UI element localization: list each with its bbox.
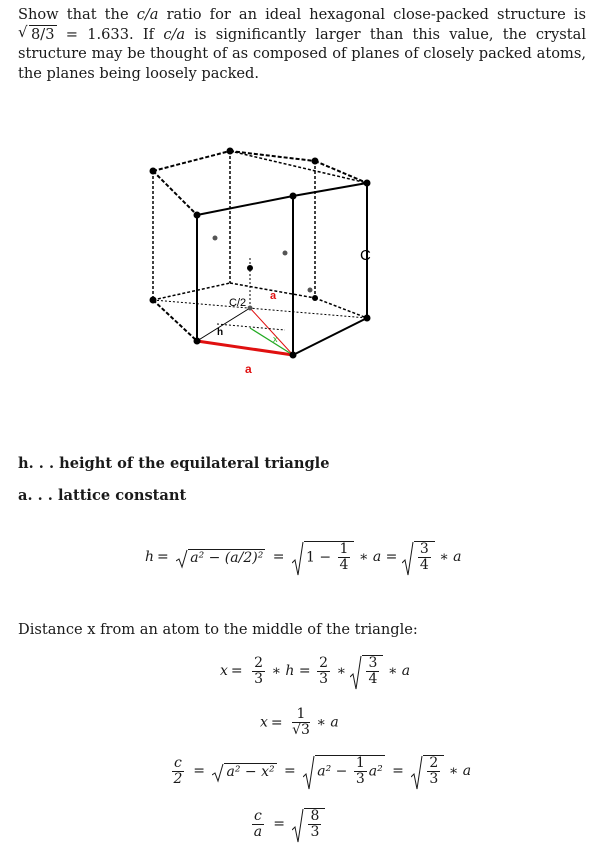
sqrt-8-3: √ 8/3 — [18, 22, 55, 43]
label-c-half: C/2 — [229, 297, 247, 309]
label-h: h — [217, 327, 224, 338]
equation-c-half: $\frac{c}{2}$ = a² − x² = a² − $\frac{1}{3}$ a² = $\frac{2}{3}$ ∗ a — [173, 754, 472, 787]
definition-a: a. . . lattice constant — [18, 487, 187, 504]
distance-text: Distance x from an atom to the middle of the triangle: — [18, 621, 418, 638]
definition-h: h. . . height of the equilateral triangle — [18, 455, 330, 472]
equation-h: h = a² − (a/2)² = 1 − $\frac{1}{4}$ ∗ a = $\frac{3}{4}$ ∗ a — [145, 541, 462, 573]
hcp-unit-cell-figure — [135, 138, 395, 383]
equation-x: x = $\frac{2}{3}$ ∗ h = $\frac{2}{3}$ ∗ $\frac{3}{4}$ ∗ a — [220, 654, 411, 687]
label-c: C — [360, 247, 371, 264]
label-x: x — [273, 334, 278, 344]
label-a-diagonal: a — [270, 290, 277, 302]
equation-c-over-a: $\frac{c}{a}$ = $\frac{8}{3}$ — [250, 808, 325, 840]
problem-statement: Show that the c/a ratio for an ideal hexagonal close-packed structure is √ 8/3 = 1.633. If c/a is significantly larger than this value, the crystal structure may be thought of as composed of planes of closely packed atoms, the planes being loosely packed. — [18, 6, 587, 82]
equation-x-simplified: x = $\frac{1}{√3}$ ∗ a — [260, 706, 339, 738]
label-a-bottom: a — [245, 362, 252, 376]
